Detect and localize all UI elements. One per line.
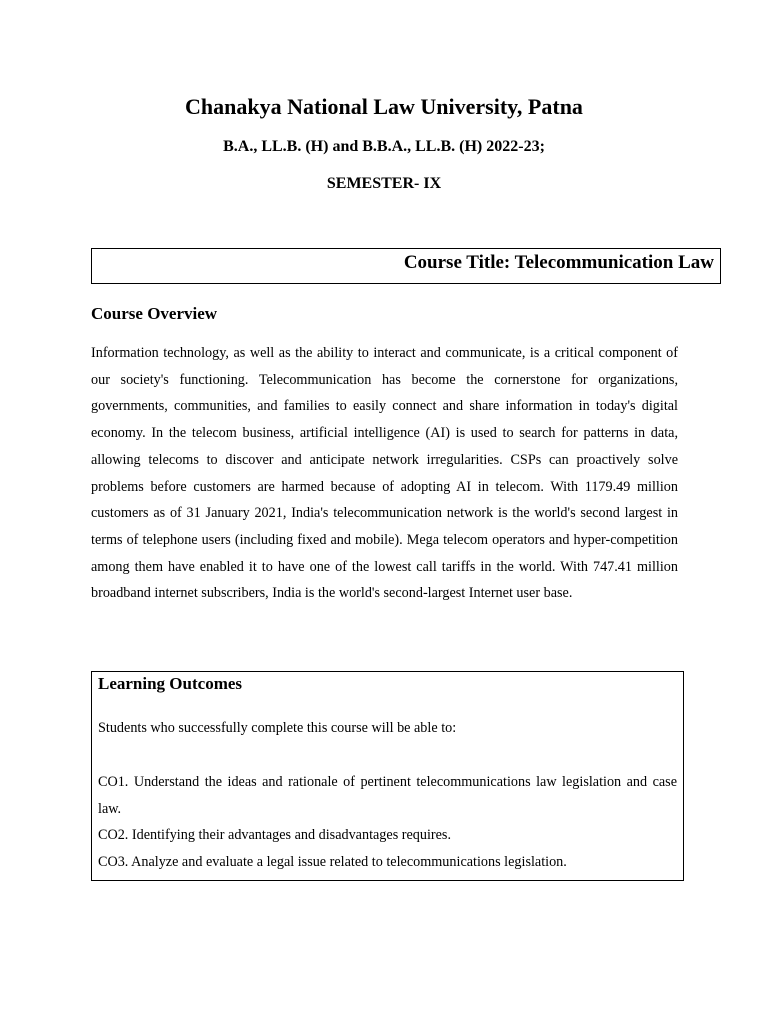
course-outcome-item: CO2. Identifying their advantages and disadvantages requires. bbox=[98, 827, 452, 843]
course-title-box bbox=[91, 248, 721, 284]
course-outcomes-list bbox=[98, 769, 677, 875]
learning-outcomes-intro: Students who successfully complete this course will be able to: bbox=[98, 720, 457, 736]
course-title: Course Title: Telecommunication Law bbox=[403, 252, 714, 273]
learning-outcomes-box bbox=[91, 671, 684, 881]
course-outcome-item: CO1. Understand the ideas and rationale of pertinent telecommunications law legislation and case law. bbox=[98, 774, 677, 817]
overview-body: Information technology, as well as the ability to interact and communicate, is a critical component of our society's functioning. Telecommunication has become the cornerstone for organizations, governments, communities, and families to easily connect and share information in today's digital economy. In the telecom business, artificial intelligence (AI) is used to search for patterns in data, allowing telecoms to discover and anticipate network irregularities. CSPs can proactively solve problems before customers are harmed because of adopting AI in telecom. With 1179.49 million customers as of 31 January 2021, India's telecommunication network is the world's second largest in terms of telephone users (including fixed and mobile). Mega telecom operators and hyper-competition among them have enabled it to have one of the lowest call tariffs in the world. With 747.41 million broadband internet subscribers, India is the world's second-largest Internet user base. bbox=[91, 345, 678, 602]
program-line: B.A., LL.B. (H) and B.B.A., LL.B. (H) 2022-23; bbox=[223, 138, 545, 155]
university-title: Chanakya National Law University, Patna bbox=[185, 94, 583, 119]
overview-heading: Course Overview bbox=[91, 304, 218, 323]
learning-outcomes-heading: Learning Outcomes bbox=[98, 674, 243, 693]
semester-line: SEMESTER- IX bbox=[326, 175, 442, 192]
course-outcome-item: CO3. Analyze and evaluate a legal issue related to telecommunications legislation. bbox=[98, 853, 567, 870]
